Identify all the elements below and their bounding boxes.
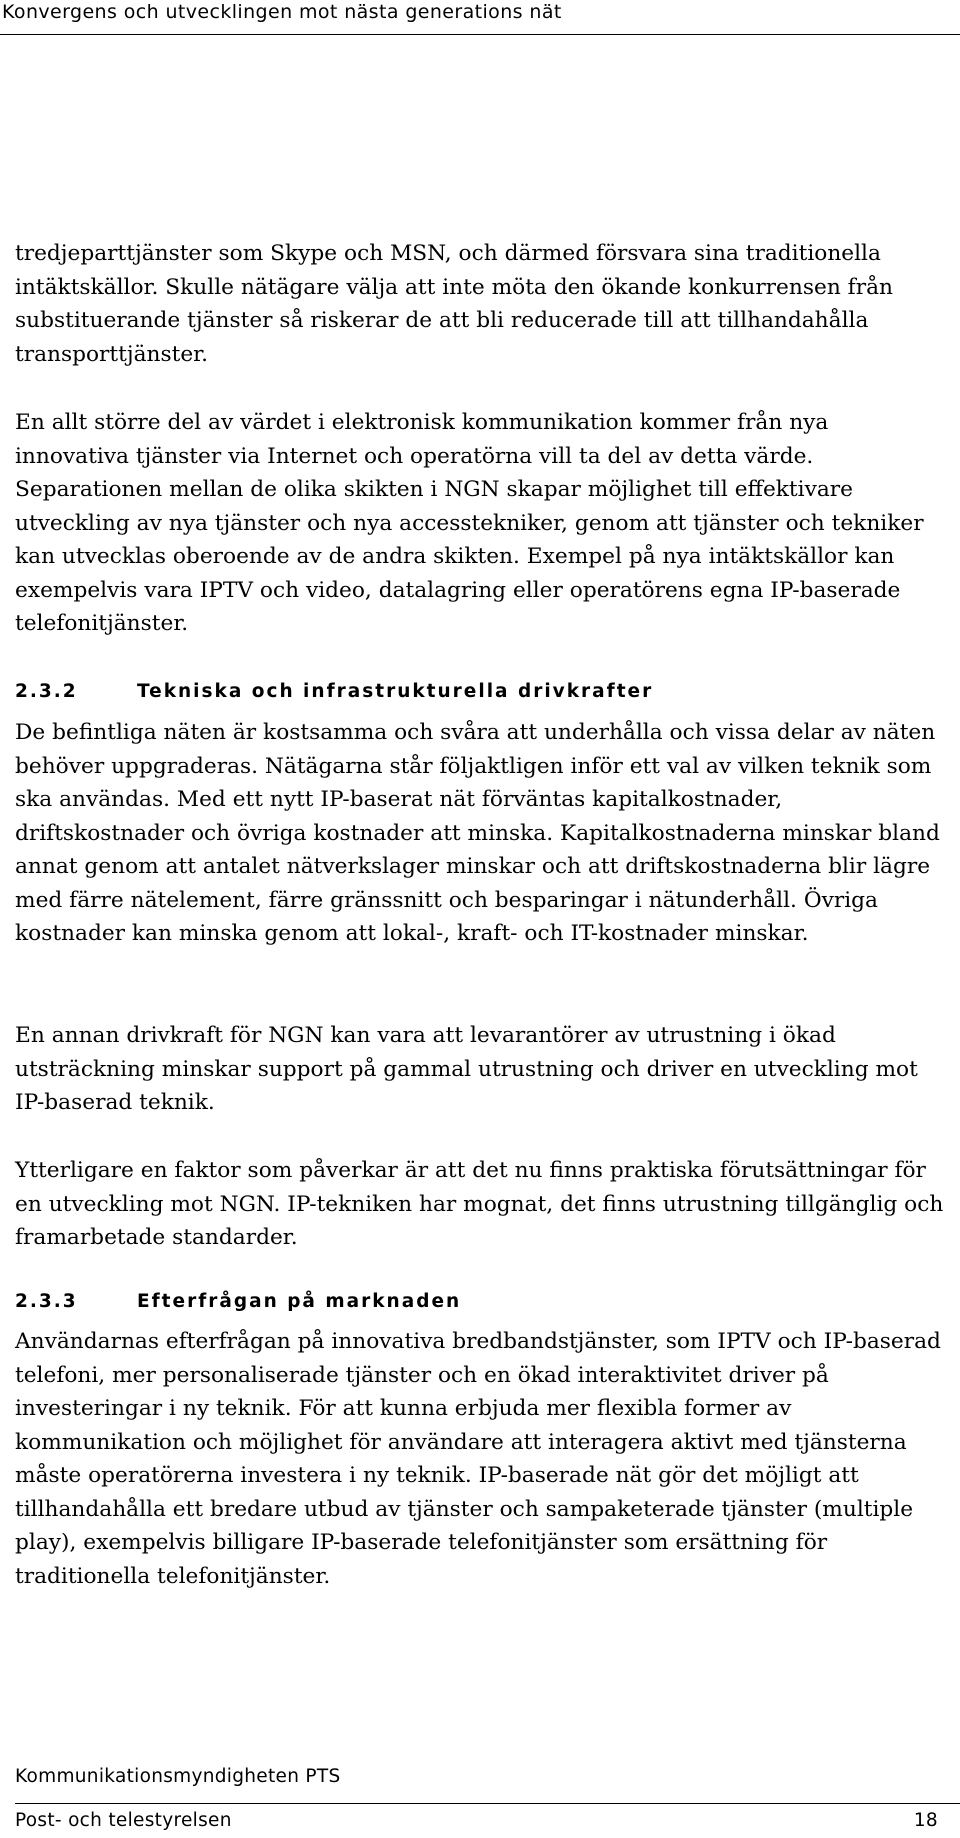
section-title: Tekniska och infrastrukturella drivkrafter — [137, 681, 654, 702]
paragraph: De befintliga näten är kostsamma och svåra att underhålla och vissa delar av näten behöver uppgraderas. Nätägarna står följaktligen inför ett val av vilken teknik som ska användas. Med ett nytt IP-baserat nät förväntas kapitalkostnader, driftskostnader och övriga kostnader att minska. Kapitalkostnaderna minskar bland annat genom att antalet nätverkslager minskar och att driftskostnaderna blir lägre med färre nätelement, färre gränssnitt och besparingar i nätunderhåll. Övriga kostnader kan minska genom att lokal-, kraft- och IT-kostnader minskar. — [15, 720, 940, 946]
section-heading — [15, 1291, 461, 1312]
paragraph: Ytterligare en faktor som påverkar är att det nu finns praktiska förutsättningar för en utveckling mot NGN. IP-tekniken har mognat, det finns utrustning tillgänglig och framarbetade standarder. — [15, 1158, 944, 1250]
paragraph: En allt större del av värdet i elektronisk kommunikation kommer från nya innovativa tjänster via Internet och operatörna vill ta del av detta värde. Separationen mellan de olika skikten i NGN skapar möjlighet till effektivare utveckling av nya tjänster och nya accesstekniker, genom att tjänster och tekniker kan utvecklas oberoende av de andra skikten. Exempel på nya intäktskällor kan exempelvis vara IPTV och video, datalagring eller operatörens egna IP-baserade telefonitjänster. — [15, 410, 924, 636]
footer-organization: Kommunikationsmyndigheten PTS — [15, 1766, 341, 1787]
section-number: 2.3.3 — [15, 1291, 78, 1312]
section-number: 2.3.2 — [15, 681, 78, 702]
section-heading — [15, 681, 653, 702]
running-header — [0, 0, 960, 35]
page-number: 18 — [913, 1810, 938, 1831]
footer-subtitle: Post- och telestyrelsen — [15, 1810, 232, 1831]
paragraph: En annan drivkraft för NGN kan vara att levarantörer av utrustning i ökad utsträckning minskar support på gammal utrustning och driver en utveckling mot IP-baserad teknik. — [15, 1023, 918, 1115]
paragraph: tredjeparttjänster som Skype och MSN, och därmed försvara sina traditionella intäktskällor. Skulle nätägare välja att inte möta den ökande konkurrensen från substituerande tjänster så riskerar de att bli reducerade till att tillhandahålla transporttjänster. — [15, 241, 893, 367]
section-title: Efterfrågan på marknaden — [137, 1291, 462, 1312]
footer-divider — [15, 1803, 960, 1804]
paragraph: Användarnas efterfrågan på innovativa bredbandstjänster, som IPTV och IP-baserad telefoni, mer personaliserade tjänster och en ökad interaktivitet driver på investeringar i ny teknik. För att kunna erbjuda mer flexibla former av kommunikation och möjlighet för användare att interagera aktivt med tjänsterna måste operatörerna investera i ny teknik. IP-baserade nät gör det möjligt att tillhandahålla ett bredare utbud av tjänster och sampaketerade tjänster (multiple play), exempelvis billigare IP-baserade telefonitjänster som ersättning för traditionella telefonitjänster. — [15, 1329, 941, 1589]
document-title: Konvergens och utvecklingen mot nästa generations nät — [2, 1, 562, 23]
